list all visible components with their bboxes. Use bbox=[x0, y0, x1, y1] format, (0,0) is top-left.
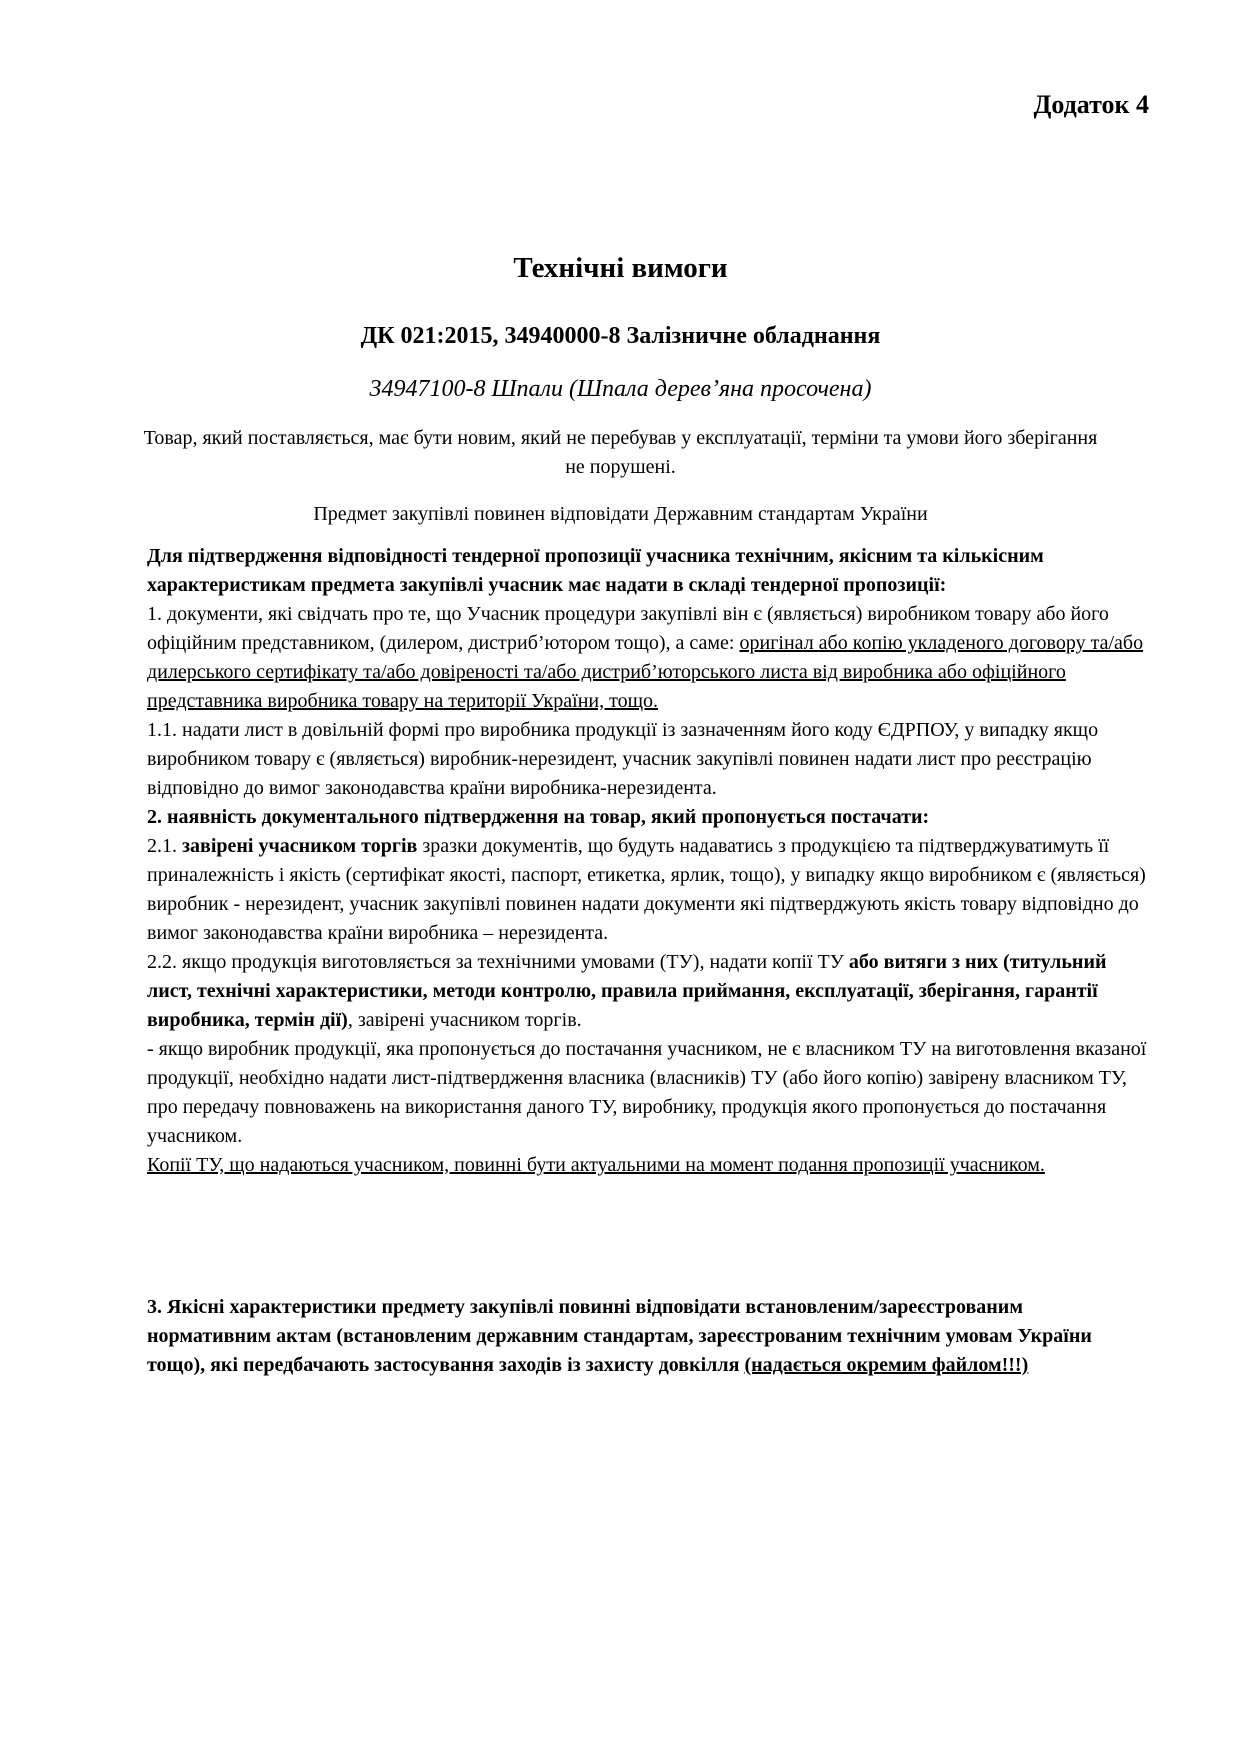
page-title: Технічні вимоги bbox=[513, 252, 728, 284]
requirement-item-2-2-rest: , завірені учасником торгів. bbox=[347, 1009, 582, 1031]
standards-paragraph: Предмет закупівлі повинен відповідати Державним стандартам України bbox=[313, 503, 928, 525]
requirement-item-3-text: 3. Якісні характеристики предмету закупівлі повинні відповідати встановленим/зареєстрованим нормативним актам (встановленим державним стандартам, зареєстрованим технічним умовам України тощо), які передбачають застосування заходів із захисту довкілля bbox=[147, 1296, 1092, 1376]
requirement-item-1-1: 1.1. надати лист в довільній формі про виробника продукції із зазначенням його коду ЄДРПОУ, у випадку якщо виробником товару є (являється) виробник-нерезидент, учасник закупівлі повинен надати лист про реєстрацію відповідно до вимог законодавства країни виробника-нерезидента. bbox=[147, 719, 1099, 799]
requirement-item-1-underlined: оригінал або копію укладеного договору та/або дилерського сертифікату та/або довіреності та/або дистриб’юторського листа від виробника або офіційного представника виробника товару на території України, тощо. bbox=[147, 632, 1144, 712]
requirement-item-2-1-prefix: 2.1. bbox=[147, 835, 182, 857]
requirement-item-3-underlined: (надається окремим файлом!!!) bbox=[744, 1354, 1029, 1376]
requirements-section bbox=[147, 542, 1147, 1180]
requirement-item-1-text: 1. документи, які свідчать про те, що Учасник процедури закупівлі він є (являється) виробником товару або його офіційним представником, (дилером, дистриб’ютором тощо), а саме: bbox=[147, 603, 1109, 654]
actuality-note: Копії ТУ, що надаються учасником, повинні бути актуальними на момент подання пропозиції учасником. bbox=[147, 1154, 1045, 1176]
appendix-label: Додаток 4 bbox=[1033, 90, 1149, 119]
intro-paragraph: Товар, який поставляється, має бути новим, який не перебував у експлуатації, терміни та умови його зберігання не порушені. bbox=[143, 427, 1098, 478]
subclassifier-code-line: 34947100-8 Шпали (Шпала дерев’яна просочена) bbox=[369, 376, 872, 402]
requirement-item-3 bbox=[147, 1293, 1147, 1380]
requirement-item-2-2-prefix: 2.2. якщо продукція виготовляється за технічними умовами (ТУ), надати копії ТУ bbox=[147, 951, 849, 973]
requirement-item-2: 2. наявність документального підтвердження на товар, який пропонується постачати: bbox=[147, 806, 930, 828]
classifier-code-line: ДК 021:2015, 34940000-8 Залізничне обладнання bbox=[360, 323, 881, 349]
requirement-item-1 bbox=[147, 600, 1147, 716]
requirement-item-2-1-bold: завірені учасником торгів bbox=[182, 835, 418, 857]
requirement-item-2-1-rest: зразки документів, що будуть надаватись з продукцією та підтверджуватимуть її приналежність і якість (сертифікат якості, паспорт, етикетка, ярлик, тощо), у випадку якщо виробником є (являється) виробник - нерезидент, учасник закупівлі повинен надати документи які підтверджують якість товару відповідно до вимог законодавства країни виробника – нерезидента. bbox=[147, 835, 1146, 944]
requirement-item-2-2-bold: або витяги з них (титульний лист, технічні характеристики, методи контролю, правила приймання, експлуатації, зберігання, гарантії виробника, термін дії) bbox=[147, 951, 1107, 1031]
requirements-heading: Для підтвердження відповідності тендерної пропозиції учасника технічним, якісним та кількісним характеристикам предмета закупівлі учасник має надати в складі тендерної пропозиції: bbox=[147, 545, 1044, 596]
owner-note: - якщо виробник продукції, яка пропонується до постачання учасником, не є власником ТУ на виготовлення вказаної продукції, необхідно надати лист-підтвердження власника (власників) ТУ (або його копію) завірену власником ТУ, про передачу повноважень на використання даного ТУ, виробнику, продукція якого пропонується до постачання учасником. bbox=[147, 1038, 1147, 1147]
requirement-item-2-2 bbox=[147, 948, 1147, 1035]
requirement-item-2-1 bbox=[147, 832, 1147, 948]
